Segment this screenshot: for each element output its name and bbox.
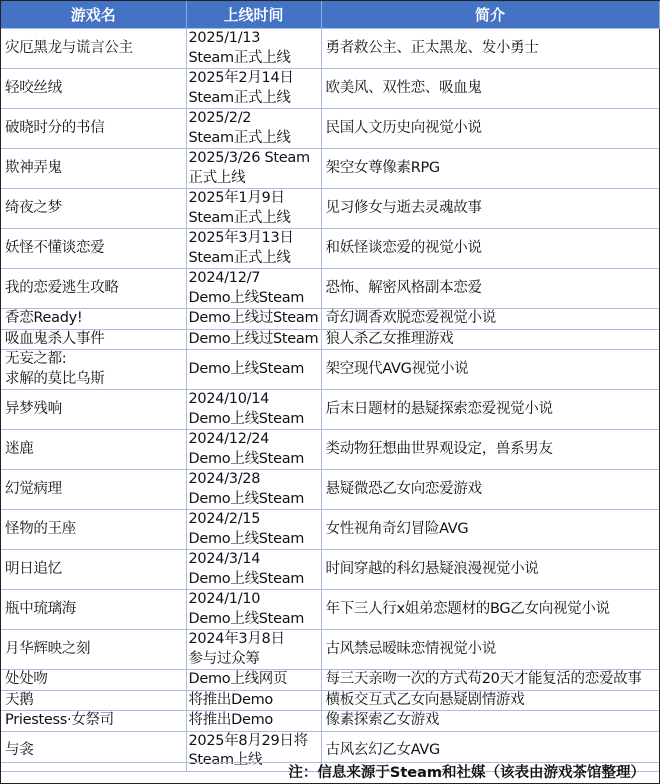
table-row <box>1 109 659 149</box>
table-row <box>1 470 659 510</box>
table-row <box>1 29 659 69</box>
release-date-cell: 2025/1/13 Steam正式上线 <box>186 29 321 69</box>
release-date-cell: 2025/3/26 Steam正式上线 <box>186 149 321 189</box>
description-cell: 和妖怪谈恋爱的视觉小说 <box>321 229 659 269</box>
description-cell: 类动物狂想曲世界观设定，兽系男友 <box>321 430 659 470</box>
release-date-cell: 2024/3/28 Demo上线Steam <box>186 470 321 510</box>
game-name-cell: 欺神弄鬼 <box>1 149 186 189</box>
release-date-cell: Demo上线网页 <box>186 670 321 691</box>
table-row <box>1 149 659 189</box>
release-date-cell: 2024/1/10 Demo上线Steam <box>186 590 321 630</box>
release-date-cell: 2025年8月29日将 Steam上线 <box>186 731 321 771</box>
game-name-cell: 迷鹿 <box>1 430 186 470</box>
table-row <box>1 69 659 109</box>
description-cell: 见习修女与逝去灵魂故事 <box>321 189 659 229</box>
description-cell: 架空现代AVG视觉小说 <box>321 350 659 390</box>
game-name-cell: 与衾 <box>1 731 186 771</box>
release-date-cell: 将推出Demo <box>186 711 321 732</box>
release-date-cell: 2025年3月13日 Steam正式上线 <box>186 229 321 269</box>
release-date-cell: 2024/3/14 Demo上线Steam <box>186 550 321 590</box>
table-row <box>1 229 659 269</box>
release-date-cell: Demo上线过Steam <box>186 309 321 330</box>
release-date-cell: 2024/12/24 Demo上线Steam <box>186 430 321 470</box>
table-row <box>1 670 659 691</box>
release-date-cell: 将推出Demo <box>186 690 321 711</box>
description-cell: 民国人文历史向视觉小说 <box>321 109 659 149</box>
table-row <box>1 430 659 470</box>
table-row <box>1 550 659 590</box>
description-cell: 架空女尊像素RPG <box>321 149 659 189</box>
game-name-cell: 天鹅 <box>1 690 186 711</box>
description-cell: 女性视角奇幻冒险AVG <box>321 510 659 550</box>
description-cell: 欧美风、双性恋、吸血鬼 <box>321 69 659 109</box>
header-release-date: 上线时间 <box>186 1 321 29</box>
description-cell: 年下三人行x姐弟恋题材的BG乙女向视觉小说 <box>321 590 659 630</box>
description-cell: 时间穿越的科幻悬疑浪漫视觉小说 <box>321 550 659 590</box>
table-row <box>1 630 659 670</box>
game-name-cell: 香恋Ready! <box>1 309 186 330</box>
description-cell: 古风禁忌暧昧恋情视觉小说 <box>321 630 659 670</box>
description-cell: 勇者救公主、正太黑龙、发小勇士 <box>321 29 659 69</box>
release-date-cell: 2024/10/14 Demo上线Steam <box>186 390 321 430</box>
description-cell: 后末日题材的悬疑探索恋爱视觉小说 <box>321 390 659 430</box>
game-name-cell: 异梦残响 <box>1 390 186 430</box>
table-row <box>1 309 659 330</box>
table-row <box>1 329 659 350</box>
description-cell: 恐怖、解密风格副本恋爱 <box>321 269 659 309</box>
game-name-cell: 月华辉映之刻 <box>1 630 186 670</box>
table-header-row <box>1 1 659 29</box>
game-name-cell: 轻咬丝绒 <box>1 69 186 109</box>
table-row <box>1 350 659 390</box>
description-cell: 狼人杀乙女推理游戏 <box>321 329 659 350</box>
release-date-cell: 2024/2/15 Demo上线Steam <box>186 510 321 550</box>
source-note: 注：信息来源于Steam和社媒（该表由游戏茶馆整理） <box>1 762 659 784</box>
release-date-cell: Demo上线Steam <box>186 350 321 390</box>
description-cell: 奇幻调香欢脱恋爱视觉小说 <box>321 309 659 330</box>
release-date-cell: 2025年2月14日 Steam正式上线 <box>186 69 321 109</box>
game-name-cell: 灾厄黑龙与谎言公主 <box>1 29 186 69</box>
table-row <box>1 189 659 229</box>
header-description: 简介 <box>321 1 659 29</box>
release-date-cell: 2025年1月9日 Steam正式上线 <box>186 189 321 229</box>
table-row <box>1 590 659 630</box>
description-cell: 横板交互式乙女向悬疑剧情游戏 <box>321 690 659 711</box>
description-cell: 悬疑微恐乙女向恋爱游戏 <box>321 470 659 510</box>
table-row <box>1 269 659 309</box>
table-row <box>1 510 659 550</box>
game-name-cell: 处处吻 <box>1 670 186 691</box>
description-cell: 古风玄幻乙女AVG <box>321 731 659 771</box>
description-cell: 每三天亲吻一次的方式苟20天才能复活的恋爱故事 <box>321 670 659 691</box>
description-cell: 像素探索乙女游戏 <box>321 711 659 732</box>
release-date-cell: Demo上线过Steam <box>186 329 321 350</box>
game-name-cell: 吸血鬼杀人事件 <box>1 329 186 350</box>
release-date-cell: 2024/12/7 Demo上线Steam <box>186 269 321 309</box>
game-name-cell: 瓶中琉璃海 <box>1 590 186 630</box>
table-row <box>1 390 659 430</box>
game-name-cell: 无妄之都: 求解的莫比乌斯 <box>1 350 186 390</box>
game-name-cell: 妖怪不懂谈恋爱 <box>1 229 186 269</box>
release-date-cell: 2025/2/2 Steam正式上线 <box>186 109 321 149</box>
table-row <box>1 711 659 732</box>
game-name-cell: 绮夜之梦 <box>1 189 186 229</box>
game-table <box>1 1 660 772</box>
game-name-cell: 破晓时分的书信 <box>1 109 186 149</box>
game-name-cell: 我的恋爱逃生攻略 <box>1 269 186 309</box>
header-game-name: 游戏名 <box>1 1 186 29</box>
game-name-cell: Priestess·女祭司 <box>1 711 186 732</box>
release-date-cell: 2024年3月8日 参与过众筹 <box>186 630 321 670</box>
table-row <box>1 690 659 711</box>
game-name-cell: 明日追忆 <box>1 550 186 590</box>
game-name-cell: 幻觉病理 <box>1 470 186 510</box>
game-name-cell: 怪物的王座 <box>1 510 186 550</box>
